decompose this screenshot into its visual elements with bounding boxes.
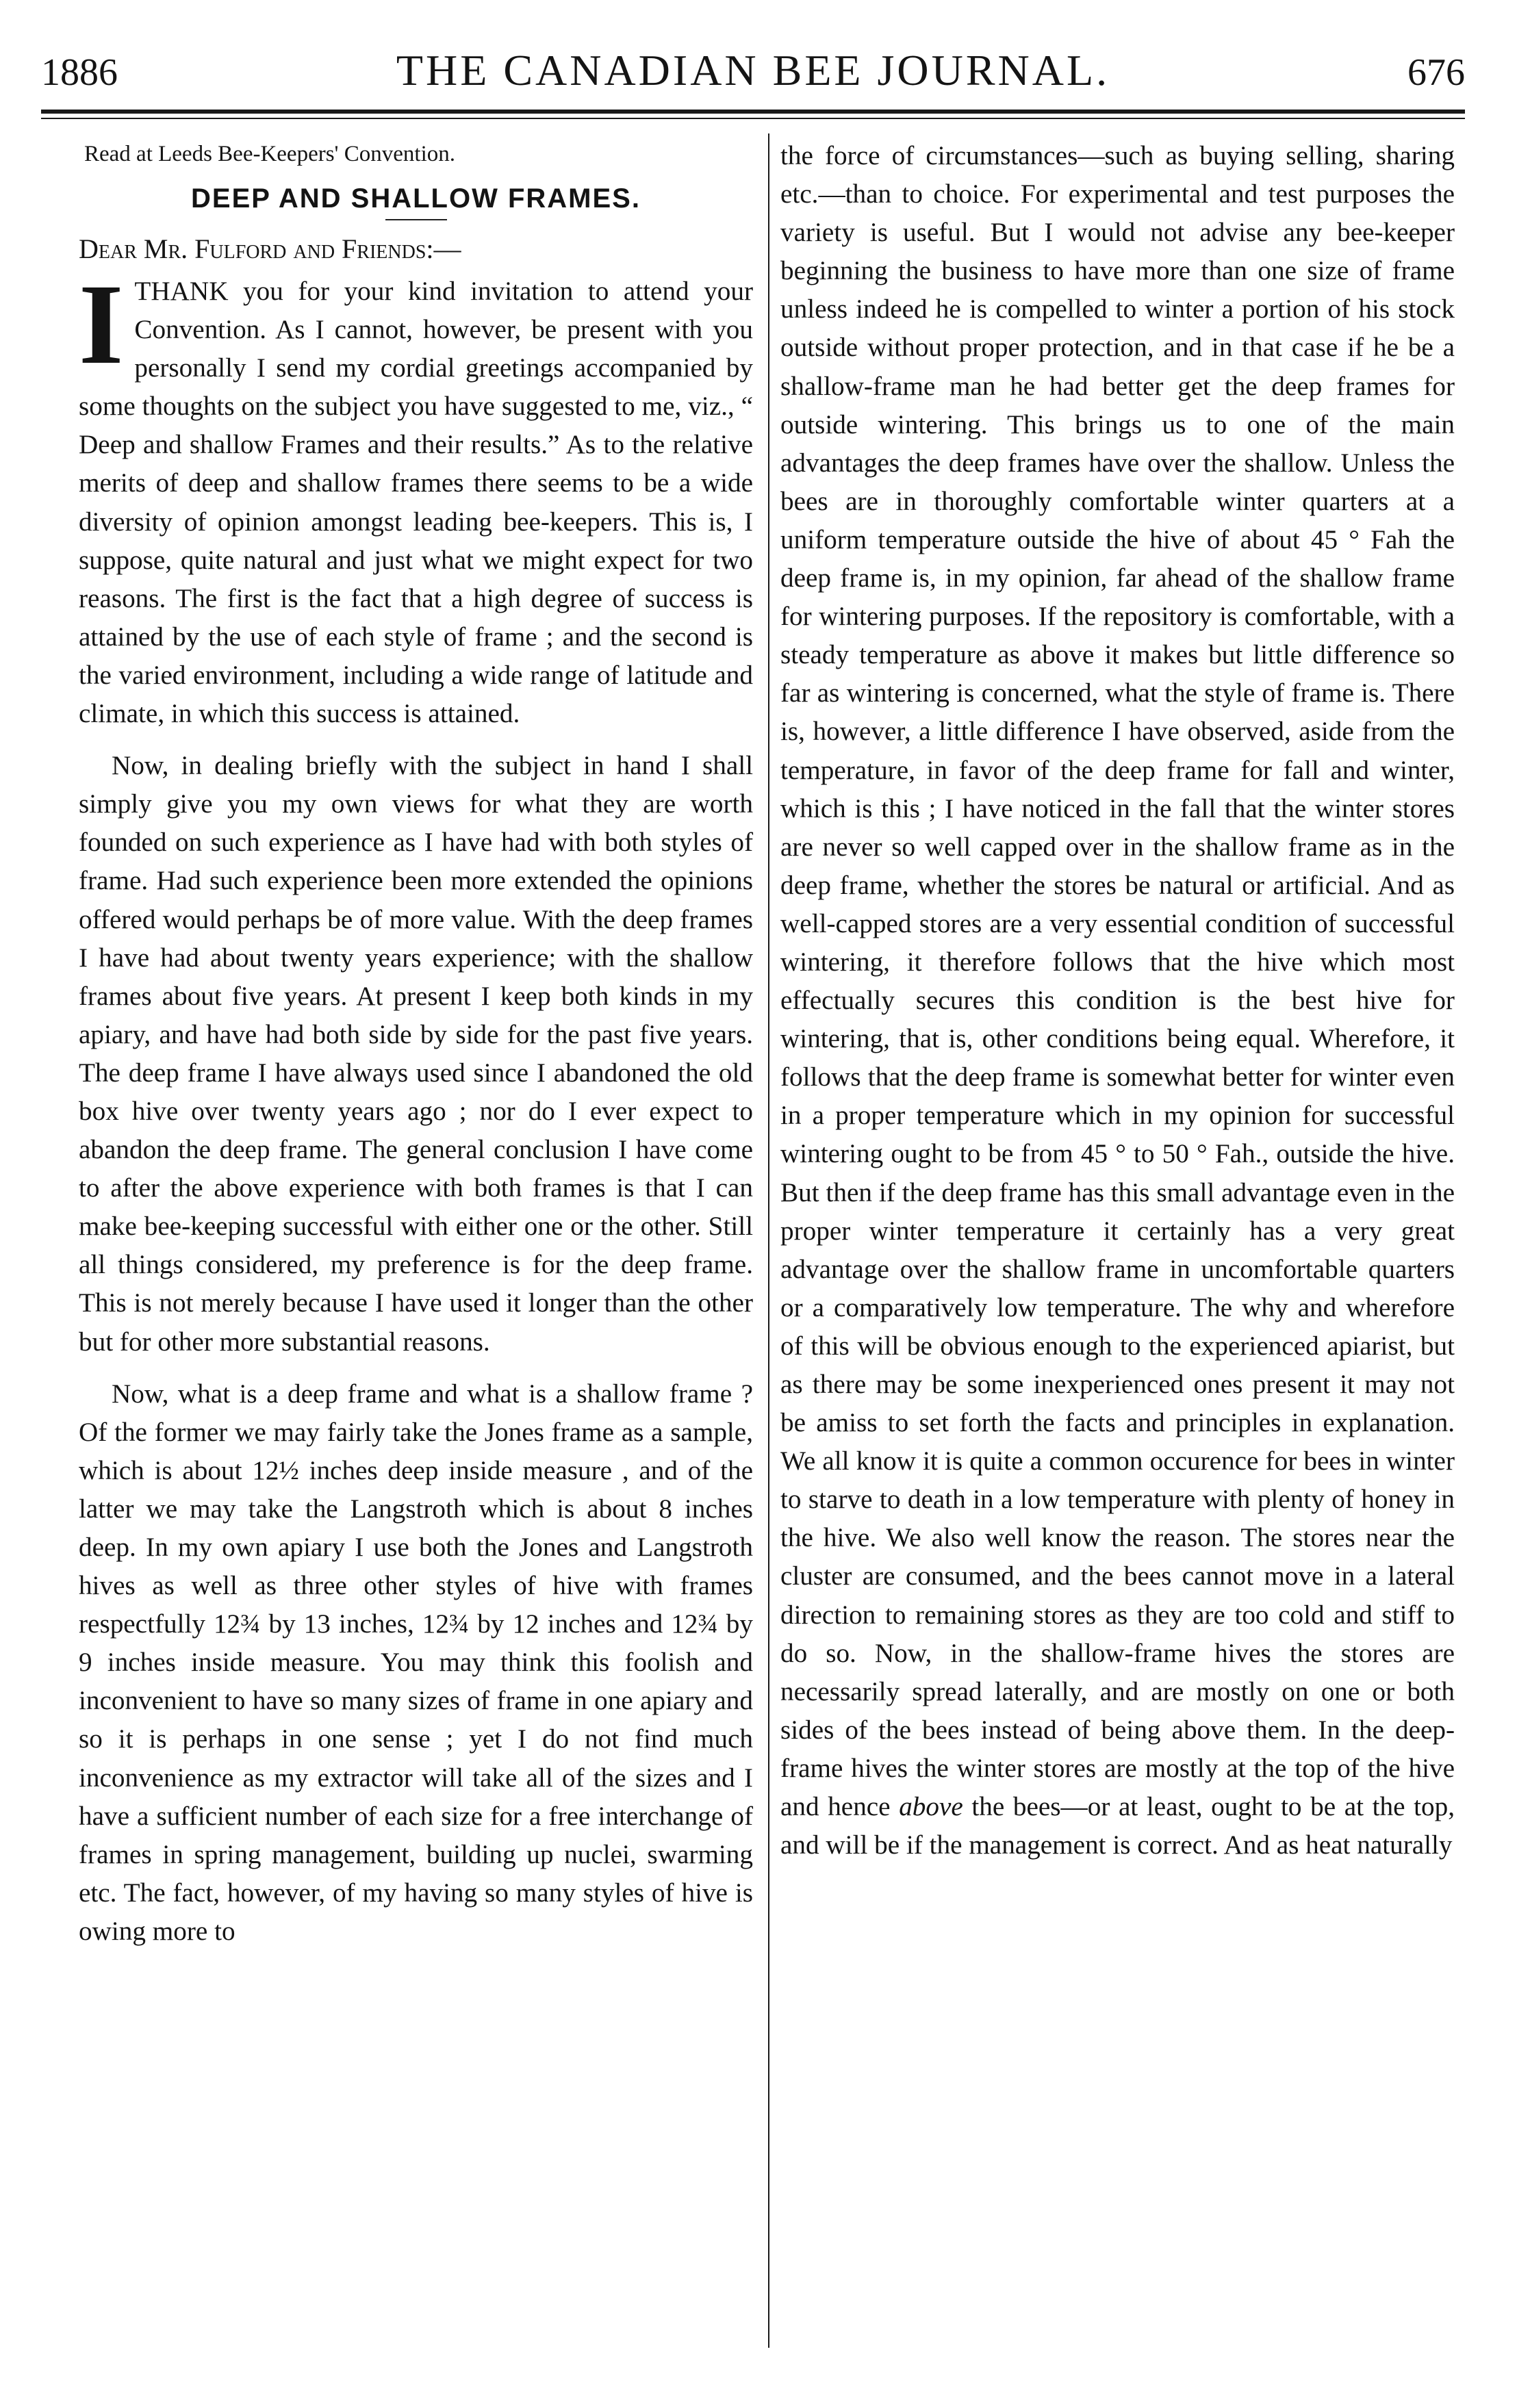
paragraph-2: Now, in dealing briefly with the subject in hand I shall simply give you my own views for what they are worth founded on such experience as I have had with both styles of frame. Had such experience been more extended the opinions offered would perhaps be of more value. With the deep frames I have had about twenty years experience; with the shallow frames about five years. At present I keep both kinds in my apiary, and have had both side by side for the past five years. The deep frame I have always used since I abandoned the old box hive over twenty years ago ; nor do I ever expect to abandon the deep frame. The general conclusion I have come to after the above experience with both frames is that I can make bee-keeping successful with either one or the other. Still all things considered, my preference is for the deep frame. This is not merely because I have used it longer than the other but for other more substantial reasons.	[79, 751, 753, 1357]
page-header	[41, 41, 1465, 116]
paragraph-1	[79, 261, 753, 733]
journal-title: THE CANADIAN BEE JOURNAL.	[396, 46, 1110, 94]
left-column	[79, 137, 753, 2361]
page-number: 676	[1407, 51, 1465, 94]
header-rule-thin	[41, 118, 1465, 119]
emphasis-above: above	[899, 1792, 963, 1822]
header-year: 1886	[41, 51, 118, 94]
header-rule-thick	[41, 110, 1465, 114]
column-divider	[768, 133, 769, 2348]
paragraph-continued-text: the force of circumstances—such as buying selling, sharing etc.—than to choice. For experimental and test purposes the variety is useful. But I would not advise any bee-keeper beginning the business to have more than one size of frame unless indeed he is compelled to winter a portion of his stock outside without proper protection, and in that case if he be a shallow-frame man he had better get the deep frames for outside wintering. This brings us to one of the main advantages the deep frames have over the shallow. Unless the bees are in thoroughly comfortable winter quarters at a uniform temperature outside the hive of about 45 ° Fah the deep frame is, in my opinion, far ahead of the shallow frame for wintering purposes. If the repository is comfortable, with a steady temperature as above it makes but little difference so far as wintering is concerned, what the style of frame is. There is, however, a little difference I have observed, aside from the temperature, in favor of the deep frame for fall and winter, which is this ; I have noticed in the fall that the winter stores are never so well capped over in the shallow frame as in the deep frame, whether the stores be natural or artificial. And as well-capped stores are a very essential condition of successful wintering, it therefore follows that the hive which most effectually secures this condition is the best hive for wintering, that is, other conditions being equal. Wherefore, it follows that the deep frame is somewhat better for winter even in a proper temperature which in my opinion for successful wintering ought to be from 45 ° to 50 ° Fah., outside the hive. But then if the deep frame has this small advantage even in the proper winter temperature it certainly has a very great advantage over the shallow frame in uncomfortable quarters or a comparatively low temperature. The why and wherefore of this will be obvious enough to the experienced apiarist, but as there may be some inexperienced ones present it may not be amiss to set forth the facts and principles in explanation. We all know it is quite a common occurence for bees in winter to starve to death in a low temperature with plenty of honey in the hive. We also well know the reason. The stores near the cluster are consumed, and the bees cannot move in a lateral direction to remaining stores as they are too cold and stiff to do so. Now, in the shallow-frame hives the stores are necessarily spread laterally, and are mostly on one or both sides of the bees instead of being above them. In the deep-frame hives the winter stores are mostly at the top of the hive and hence	[780, 141, 1455, 1822]
paragraph-3: Now, what is a deep frame and what is a shallow frame ? Of the former we may fairly take the Jones frame as a sample, which is about 12½ inches deep inside measure , and of the latter we may take the Langstroth which is about 8 inches deep. In my own apiary I use both the Jones and Langstroth hives as well as three other styles of hive with frames respectfully 12¾ by 13 inches, 12¾ by 12 inches and 12¾ by 9 inches inside measure. You may think this foolish and inconvenient to have so many sizes of frame in one apiary and so it is perhaps in one sense ; yet I do not find much inconvenience as my extractor will take all of the sizes and I have a sufficient number of each size for a free interchange of frames in spring management, building up nuclei, swarming etc. The fact, however, of my having so many styles of hive is owing more to	[79, 1379, 753, 1946]
right-column	[780, 137, 1455, 2361]
drop-cap: I	[79, 261, 124, 388]
article-title: DEEP AND SHALLOW FRAMES.	[191, 183, 641, 214]
read-at-note: Read at Leeds Bee-Keepers' Convention.	[84, 142, 456, 166]
salutation: Dear Mr. Fulford and Friends:—	[79, 233, 461, 264]
paragraph-continued-tail: the bees—or at least, ought to be at the top, and will be if the management is correct. And as heat naturally	[780, 1792, 1455, 1860]
paragraph-continued	[780, 137, 1455, 1865]
title-rule	[385, 219, 447, 220]
paragraph-1-text: you for your kind invitation to attend your Convention. As I cannot, however, be present with you personally I send my cordial greetings accompanied by some thoughts on the subject you have suggested to me, viz., “ Deep and shallow Frames and their results.” As to the relative merits of deep and shallow frames there seems to be a wide diversity of opinion amongst leading bee-keepers. This is, I suppose, quite natural and just what we might expect for two reasons. The first is the fact that a high degree of success is attained by the use of each style of frame ; and the second is the varied environment, including a wide range of latitude and climate, in which this success is attained.	[79, 277, 753, 729]
paragraph-1-lead: THANK	[134, 277, 229, 306]
